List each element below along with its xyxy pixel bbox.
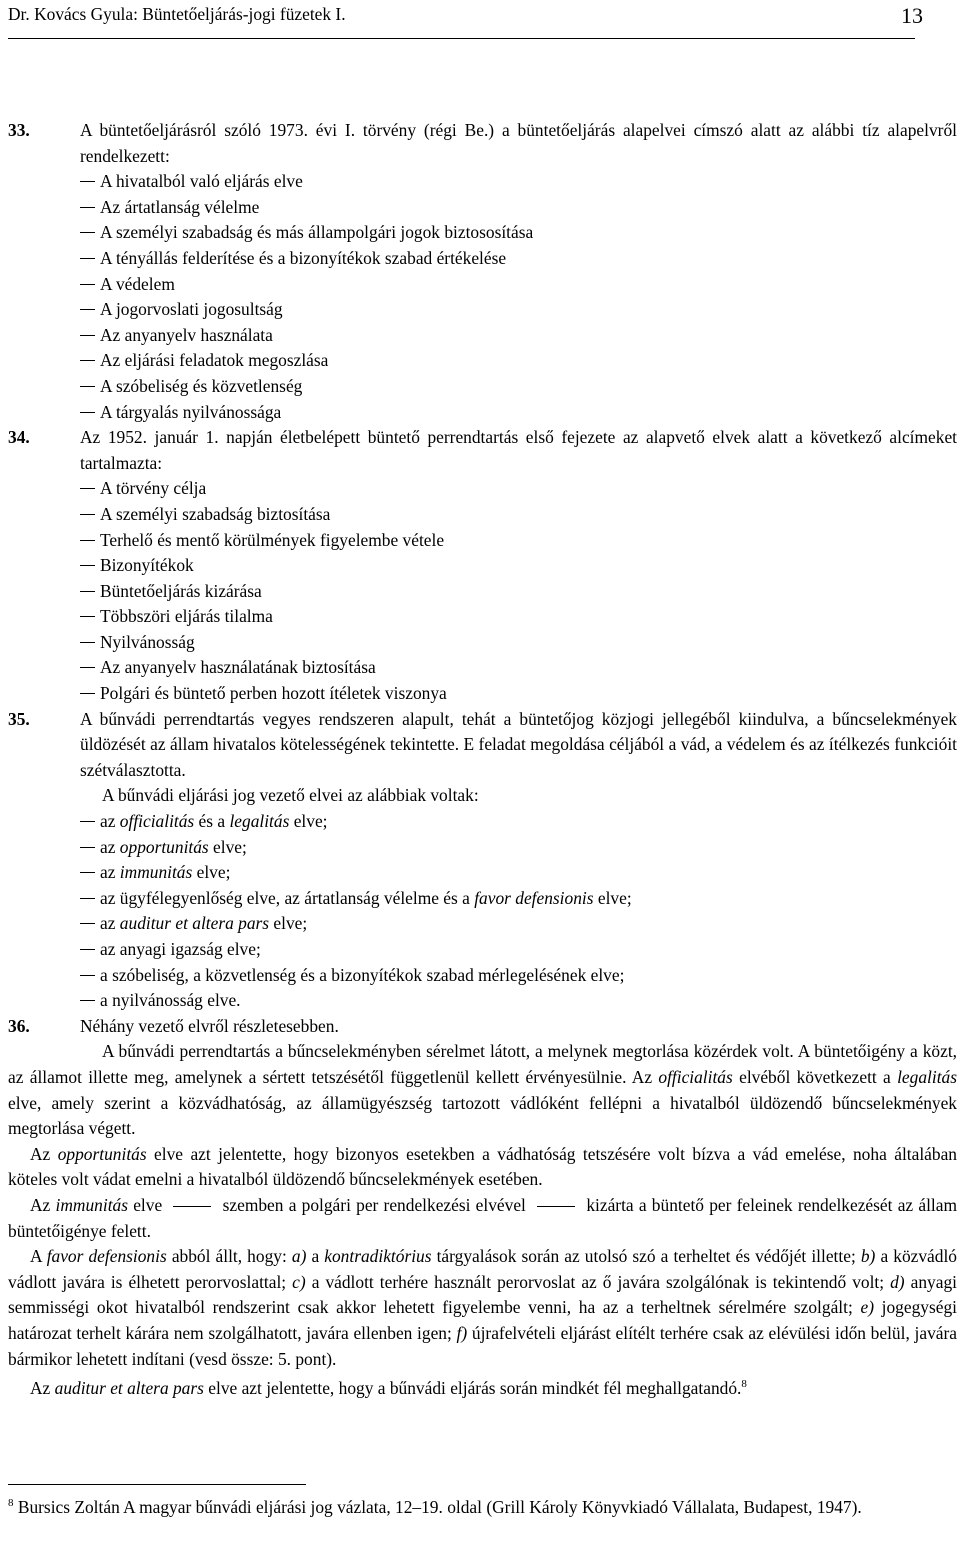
- section-34: [8, 425, 957, 476]
- list-item: az opportunitás elve;: [8, 835, 957, 861]
- list-item: a nyilvánosság elve.: [8, 988, 957, 1014]
- list-item: A tényállás felderítése és a bizonyítékok szabad értékelése: [8, 246, 957, 272]
- section-number: 33.: [8, 120, 30, 140]
- header-title: Dr. Kovács Gyula: Büntetőeljárás-jogi füzetek I.: [8, 4, 346, 24]
- list-item: A védelem: [8, 272, 957, 298]
- section-number: 36.: [8, 1015, 30, 1036]
- list-item: Az anyanyelv használata: [8, 323, 957, 349]
- list-34: [8, 476, 957, 706]
- section-36: [8, 1014, 957, 1040]
- paragraph-opportunitas: Az opportunitás elve azt jelentette, hogy bizonyos esetekben a vádhatóság tetszésére volt bízva a vád emelése, noha általában köteles volt vádat emelni a hivatalból üldözendő bűncselekmények esetében.: [8, 1143, 957, 1190]
- paragraph-immunitas: Az immunitás elve szemben a polgári per rendelkezési elvével kizárta a büntető per feleinek rendelkezését az állam büntetőigénye felett.: [8, 1194, 957, 1241]
- em-dash: [173, 1206, 211, 1207]
- list-item: az immunitás elve;: [8, 860, 957, 886]
- list-item: az anyagi igazság elve;: [8, 937, 957, 963]
- list-item: A jogorvoslati jogosultság: [8, 297, 957, 323]
- section-number: 34.: [8, 427, 30, 448]
- paragraph-auditur: Az auditur et altera pars elve azt jelentette, hogy a bűnvádi eljárás során mindkét fél meghallgatandó.$^8$: [30, 1378, 747, 1399]
- list-item: Nyilvánosság: [8, 630, 957, 656]
- list-item: Az anyanyelv használatának biztosítása: [8, 655, 957, 681]
- section-text: A bűnvádi perrendtartás vegyes rendszeren alapult, tehát a büntetőjog közjogi jellegéből kiindulva, a bűncselekmények üldözését az állam hivatalos kötelességének tekintette. E feladat megoldása céljából a vád, a védelem és az ítélkezés funkcióit szétválasztotta.: [80, 708, 957, 780]
- section-33: [8, 118, 957, 169]
- list-item: az officialitás és a legalitás elve;: [8, 809, 957, 835]
- footnote-reference[interactable]: 8: [741, 1378, 747, 1391]
- footnote: [8, 1491, 957, 1520]
- paragraph-favor-defensionis: A favor defensionis abból állt, hogy: a) a kontradiktórius tárgyalások során az utolsó szó a terheltet és védőjét illette; b) a közvádló vádlott javára is élhetett perorvoslattal; c) a vádlott terhére használt perorvoslat az ő javára szolgálónak is tekintendő volt; d) anyagi semmisségi okot hivatalból rendszerint csak akkor lehetett figyelembe venni, ha az a terheltnek sérelmére szolgált; e) jogegységi határozat terhelt kárára nem szolgálhatott, javára ellenben igen; f) újrafelvételi eljárást elítélt terhére csak az elévülési időn belül, javára bármikor lehetett indítani (vesd össze: 5. pont).: [8, 1246, 958, 1369]
- section-text: A büntetőeljárásról szóló 1973. évi I. törvény (régi Be.) a büntetőeljárás alapelvei címszó alatt az alábbi tíz alapelvről rendelkezett:: [80, 120, 957, 166]
- list-item: Terhelő és mentő körülmények figyelembe vétele: [8, 528, 957, 554]
- list-item: Polgári és büntető perben hozott ítéletek viszonya: [8, 681, 957, 707]
- paragraph-officialitas: A bűnvádi perrendtartás a bűncselekményben sérelmet látott, a melynek megtorlása közérdek volt. A büntetőigény a közt, az államot illette meg, amelynek a sértett tetszésétől függetlenül kellett érvényesülnie. Az officialitás elvéből következett a legalitás elve, amely szerint a közvádhatóság, az államügyészség tartozott vádlóként fellépni a hivatalból üldözendő bűncselekmények megtorlása végett.: [8, 1041, 957, 1139]
- list-item: A szóbeliség és közvetlenség: [8, 374, 957, 400]
- page-header: [8, 0, 923, 39]
- list-item: Az eljárási feladatok megoszlása: [8, 348, 957, 374]
- footnote-text: Bursics Zoltán A magyar bűnvádi eljárási jog vázlata, 12–19. oldal (Grill Károly Könyvkiadó Vállalata, Budapest, 1947).: [13, 1497, 862, 1517]
- list-item: A hivatalból való eljárás elve: [8, 169, 957, 195]
- list-item: Büntetőeljárás kizárása: [8, 579, 957, 605]
- list-item: Többszöri eljárás tilalma: [8, 604, 957, 630]
- list-item: A tárgyalás nyilvánossága: [8, 400, 957, 426]
- section-text: Az 1952. január 1. napján életbelépett büntető perrendtartás első fejezete az alapvető elvek alatt a következő alcímeket tartalmazta:: [80, 427, 957, 473]
- list-33: [8, 169, 957, 425]
- list-item: Bizonyítékok: [8, 553, 957, 579]
- document-body: [8, 118, 957, 1402]
- list-item: a szóbeliség, a közvetlenség és a bizonyítékok szabad mérlegelésének elve;: [8, 963, 957, 989]
- section-35: [8, 707, 957, 784]
- list-item: Az ártatlanság vélelme: [8, 195, 957, 221]
- list-item: A törvény célja: [8, 476, 957, 502]
- list-item: az auditur et altera pars elve;: [8, 911, 957, 937]
- em-dash: [537, 1206, 575, 1207]
- section-number: 35.: [8, 708, 30, 729]
- section-35-intro: A bűnvádi eljárási jog vezető elvei az alábbiak voltak:: [102, 785, 479, 806]
- page-number: 13: [901, 3, 923, 28]
- list-item: A személyi szabadság biztosítása: [8, 502, 957, 528]
- list-35: [8, 809, 957, 1014]
- footnote-mark: 8: [8, 1497, 14, 1509]
- list-item: A személyi szabadság és más állampolgári jogok biztososítása: [8, 220, 957, 246]
- list-item: az ügyfélegyenlőség elve, az ártatlanság vélelme és a favor defensionis elve;: [8, 886, 957, 912]
- section-text: Néhány vezető elvről részletesebben.: [80, 1015, 339, 1036]
- footnote-divider: [8, 1484, 306, 1485]
